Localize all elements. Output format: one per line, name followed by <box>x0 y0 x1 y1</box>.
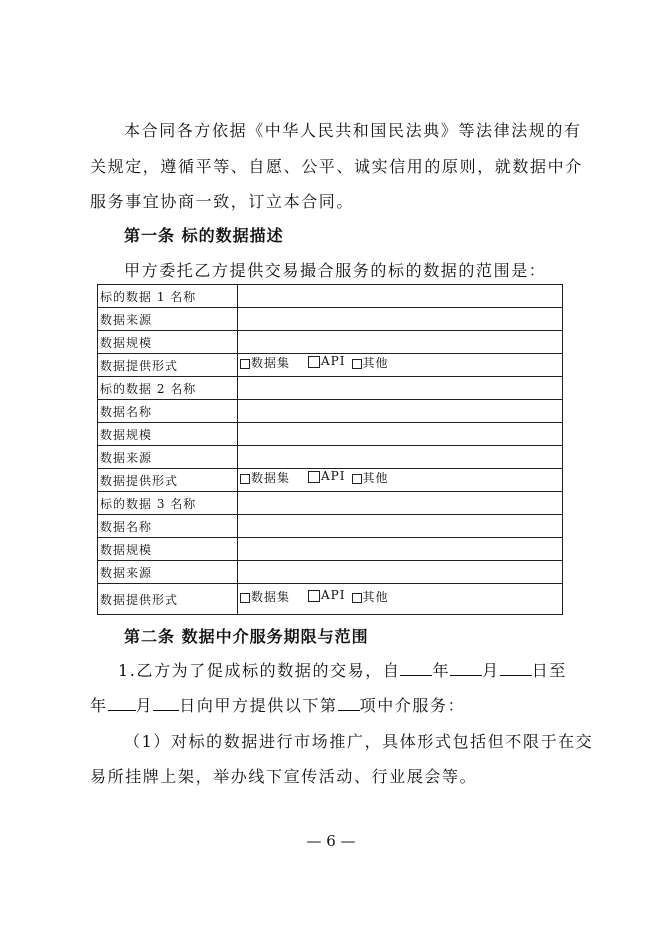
service-item-1-line-2: 易所挂牌上架，举办线下宣传活动、行业展会等。 <box>90 767 478 786</box>
service-provision-text: 日向甲方提供以下第 <box>179 696 338 715</box>
service-item-suffix: 项中介服务： <box>359 696 466 715</box>
table-row <box>98 538 563 561</box>
table-row-label: 数据名称 <box>98 400 238 423</box>
checkbox-icon[interactable] <box>240 359 250 369</box>
table-row-value <box>238 538 563 561</box>
checkbox-icon[interactable] <box>308 590 320 602</box>
table-row-value <box>238 308 563 331</box>
option-api[interactable]: API <box>308 469 345 483</box>
table-row-label: 标的数据 1 名称 <box>98 285 238 308</box>
checkbox-icon[interactable] <box>352 593 362 603</box>
intro-line-2: 关规定，遵循平等、自愿、公平、诚实信用的原则，就数据中介 <box>90 157 583 176</box>
table-row <box>98 354 563 377</box>
table-row-label: 数据名称 <box>98 515 238 538</box>
page-number: — 6 — <box>306 832 356 850</box>
article-1-intro: 甲方委托乙方提供交易撮合服务的标的数据的范围是： <box>124 261 547 280</box>
table-row-value <box>238 492 563 515</box>
article-2-heading: 第二条 数据中介服务期限与范围 <box>124 627 369 646</box>
end-month-label: 月 <box>135 696 154 715</box>
table-row-value <box>238 400 563 423</box>
option-other[interactable]: 其他 <box>352 469 389 486</box>
table-row-value <box>238 584 563 615</box>
data-description-table <box>97 284 563 615</box>
table-row <box>98 561 563 584</box>
start-day-blank <box>500 661 532 676</box>
year-label: 年 <box>432 661 451 680</box>
option-api[interactable]: API <box>308 588 345 602</box>
end-year-label: 年 <box>90 696 108 715</box>
end-day-blank <box>153 696 179 711</box>
intro-line-3: 服务事宜协商一致，订立本合同。 <box>90 192 355 211</box>
table-row <box>98 377 563 400</box>
start-year-blank <box>400 661 432 676</box>
start-month-blank <box>450 661 482 676</box>
table-row-value <box>238 377 563 400</box>
option-dataset[interactable]: 数据集 <box>240 354 290 371</box>
table-row-label: 数据来源 <box>98 561 238 584</box>
table-row <box>98 469 563 492</box>
table-row <box>98 584 563 615</box>
table-row-label: 标的数据 2 名称 <box>98 377 238 400</box>
service-period-text: 1.乙方为了促成标的数据的交易，自 <box>118 661 401 680</box>
table-row-value <box>238 446 563 469</box>
checkbox-icon[interactable] <box>240 474 250 484</box>
table-row-label: 数据来源 <box>98 446 238 469</box>
intro-line-1: 本合同各方依据《中华人民共和国民法典》等法律法规的有 <box>124 121 582 140</box>
table-row-value <box>238 561 563 584</box>
article-1-heading: 第一条 标的数据描述 <box>124 226 284 245</box>
article-2-paragraph-1-line-2 <box>90 693 465 716</box>
option-dataset[interactable]: 数据集 <box>240 588 290 605</box>
table-row <box>98 446 563 469</box>
table-row-value <box>238 469 563 492</box>
article-2-paragraph-1-line-1 <box>118 658 567 681</box>
table-row-label: 数据来源 <box>98 308 238 331</box>
service-item-blank <box>338 696 360 711</box>
table-row-label: 数据提供形式 <box>98 584 238 615</box>
table-row <box>98 492 563 515</box>
table-row <box>98 331 563 354</box>
checkbox-icon[interactable] <box>352 474 362 484</box>
table-row <box>98 400 563 423</box>
end-month-blank <box>108 696 136 711</box>
table-row <box>98 308 563 331</box>
option-other[interactable]: 其他 <box>352 588 389 605</box>
checkbox-icon[interactable] <box>352 359 362 369</box>
table-row-value <box>238 423 563 446</box>
table-row-label: 数据提供形式 <box>98 354 238 377</box>
table-row-label: 标的数据 3 名称 <box>98 492 238 515</box>
checkbox-icon[interactable] <box>308 471 320 483</box>
option-dataset[interactable]: 数据集 <box>240 469 290 486</box>
table-row-label: 数据规模 <box>98 331 238 354</box>
checkbox-icon[interactable] <box>308 356 320 368</box>
day-to-label: 日至 <box>531 661 567 680</box>
table-row-label: 数据提供形式 <box>98 469 238 492</box>
table-row-value <box>238 331 563 354</box>
service-item-1-line-1: （1）对标的数据进行市场推广，具体形式包括但不限于在交 <box>124 732 594 751</box>
checkbox-icon[interactable] <box>240 593 250 603</box>
option-other[interactable]: 其他 <box>352 354 389 371</box>
table-row-value <box>238 285 563 308</box>
month-label: 月 <box>482 661 500 680</box>
table-row-label: 数据规模 <box>98 423 238 446</box>
table-row <box>98 423 563 446</box>
table-row-label: 数据规模 <box>98 538 238 561</box>
table-row <box>98 285 563 308</box>
option-api[interactable]: API <box>308 354 345 368</box>
table-row-value <box>238 515 563 538</box>
table-row-value <box>238 354 563 377</box>
table-row <box>98 515 563 538</box>
